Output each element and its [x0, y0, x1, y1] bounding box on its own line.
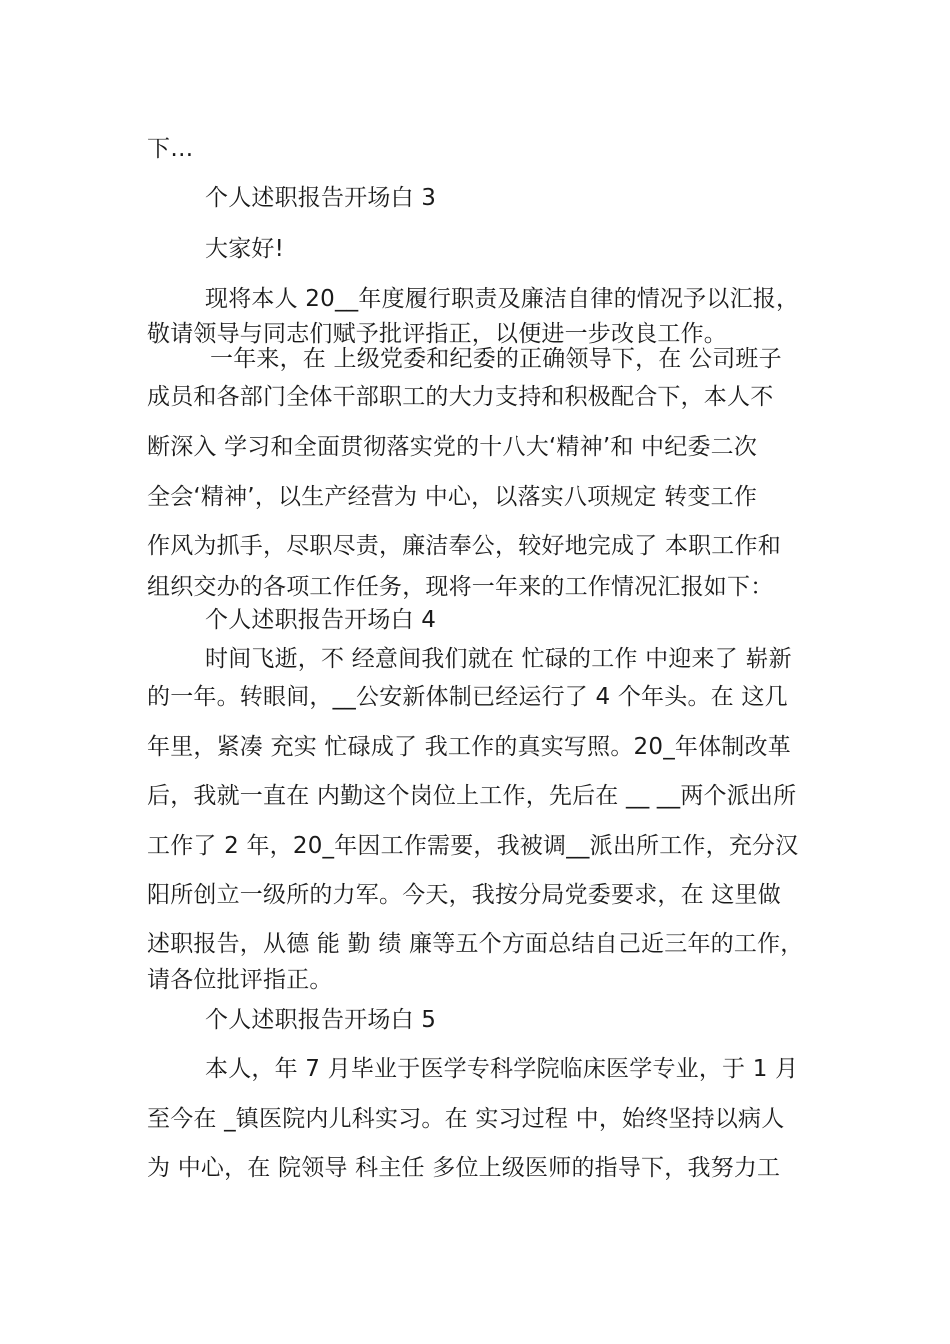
text-line: 的一年。转眼间，__公安新体制已经运行了 4 个年头。在 这几 [147, 684, 788, 710]
text-line: 下… [147, 136, 194, 162]
text-line: 至今在 _镇医院内儿科实习。在 实习过程 中，始终坚持以病人 [147, 1106, 785, 1132]
section-heading: 个人述职报告开场白 3 [205, 185, 437, 211]
text-line: 成员和各部门全体干部职工的大力支持和积极配合下，本人不 [147, 384, 774, 410]
text-line: 本人，年 7 月毕业于医学专科学院临床医学专业，于 1 月 [205, 1056, 799, 1082]
greeting: 大家好! [205, 236, 285, 262]
section-heading: 个人述职报告开场白 4 [205, 607, 437, 633]
text-line: 一年来，在 上级党委和纪委的正确领导下，在 公司班子 [210, 346, 782, 372]
text-line: 年里，紧凑 充实 忙碌成了 我工作的真实写照。20_年体制改革 [147, 734, 791, 760]
section-heading: 个人述职报告开场白 5 [205, 1007, 437, 1033]
text-line: 工作了 2 年，20_年因工作需要，我被调__派出所工作，充分汉 [147, 833, 799, 859]
text-line: 为 中心，在 院领导 科主任 多位上级医师的指导下，我努力工 [147, 1155, 781, 1181]
text-line: 作风为抓手，尽职尽责，廉洁奉公，较好地完成了 本职工作和 [147, 533, 781, 559]
text-line: 后，我就一直在 内勤这个岗位上工作，先后在 __ __两个派出所 [147, 783, 797, 809]
text-line: 现将本人 20__年度履行职责及廉洁自律的情况予以汇报， [205, 286, 800, 312]
text-line: 述职报告，从德 能 勤 绩 廉等五个方面总结自己近三年的工作， [147, 931, 804, 957]
text-line: 断深入 学习和全面贯彻落实党的十八大‘精神’和 中纪委二次 [147, 434, 758, 460]
text-line: 全会‘精神’，以生产经营为 中心，以落实八项规定 转变工作 [147, 484, 758, 510]
text-line: 阳所创立一级所的力军。今天，我按分局党委要求，在 这里做 [147, 882, 781, 908]
text-line: 组织交办的各项工作任务，现将一年来的工作情况汇报如下： [147, 574, 774, 600]
text-line: 时间飞逝，不 经意间我们就在 忙碌的工作 中迎来了 崭新 [205, 646, 792, 672]
text-line: 请各位批评指正。 [147, 967, 333, 993]
text-line: 敬请领导与同志们赋予批评指正，以便进一步改良工作。 [147, 321, 727, 347]
